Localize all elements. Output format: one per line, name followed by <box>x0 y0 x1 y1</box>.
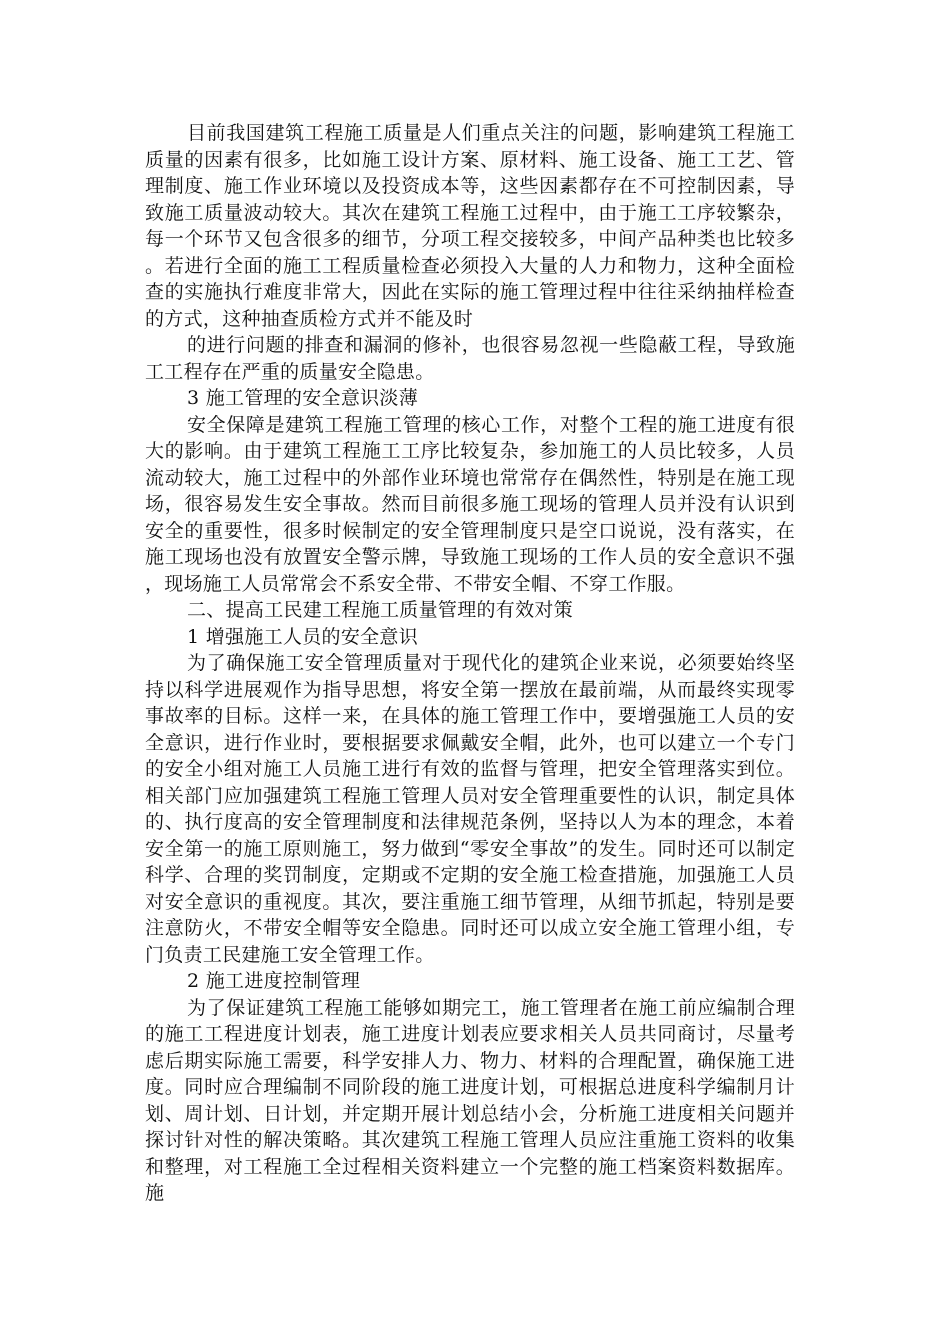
paragraph-quality-continued: 的进行问题的排查和漏洞的修补，也很容易忽视一些隐蔽工程，导致施工工程存在严重的质量安全隐患。 <box>145 334 795 383</box>
document-body <box>145 120 795 1207</box>
paragraph-safety-awareness: 安全保障是建筑工程施工管理的核心工作，对整个工程的施工进度有很大的影响。由于建筑工程施工工序比较复杂，参加施工的人员比较多，人员流动较大，施工过程中的外部作业环境也常常存在偶然性，特别是在施工现场，很容易发生安全事故。然而目前很多施工现场的管理人员并没有认识到安全的重要性，很多时候制定的安全管理制度只是空口说说，没有落实，在施工现场也没有放置安全警示牌，导致施工现场的工作人员的安全意识不强，现场施工人员常常会不系安全带、不带安全帽、不穿工作服。 <box>145 413 795 595</box>
section-heading-strengthen-safety: 1 增强施工人员的安全意识 <box>187 625 419 648</box>
section-heading-countermeasures: 二、提高工民建工程施工质量管理的有效对策 <box>187 599 574 621</box>
section-heading-safety-awareness: 3 施工管理的安全意识淡薄 <box>187 387 419 409</box>
paragraph-quality-factors: 目前我国建筑工程施工质量是人们重点关注的问题，影响建筑工程施工质量的因素有很多，比如施工设计方案、原材料、施工设备、施工工艺、管理制度、施工作业环境以及投资成本等，这些因素都存在不可控制因素，导致施工质量波动较大。其次在建筑工程施工过程中，由于施工工序较繁杂，每一个环节又包含很多的细节，分项工程交接较多，中间产品种类也比较多。若进行全面的施工工程质量检查必须投入大量的人力和物力，这种全面检查的实施执行难度非常大，因此在实际的施工管理过程中往往采纳抽样检查的方式，这种抽查质检方式并不能及时 <box>145 122 795 330</box>
paragraph-schedule-control: 为了保证建筑工程施工能够如期完工，施工管理者在施工前应编制合理的施工工程进度计划表，施工进度计划表应要求相关人员共同商讨，尽量考虑后期实际施工需要，科学安排人力、物力、材料的合理配置，确保施工进度。同时应合理编制不同阶段的施工进度计划，可根据总进度科学编制月计划、周计划、日计划，并定期开展计划总结小会，分析施工进度相关问题并探讨针对性的解决策略。其次建筑工程施工管理人员应注重施工资料的收集和整理，对工程施工全过程相关资料建立一个完整的施工档案资料数据库。施 <box>145 996 795 1204</box>
paragraph-strengthen-safety: 为了确保施工安全管理质量对于现代化的建筑企业来说，必须要始终坚持以科学进展观作为指导思想，将安全第一摆放在最前端，从而最终实现零事故率的目标。这样一来，在具体的施工管理工作中，要增强施工人员的安全意识，进行作业时，要根据要求佩戴安全帽，此外，也可以建立一个专门的安全小组对施工人员施工进行有效的监督与管理，把安全管理落实到位。相关部门应加强建筑工程施工管理人员对安全管理重要性的认识，制定具体的、执行度高的安全管理制度和法律规范条例，坚持以人为本的理念，本着安全第一的施工原则施工，努力做到“零安全事故”的发生。同时还可以制定科学、合理的奖罚制度，定期或不定期的安全施工检查措施，加强施工人员对安全意识的重视度。其次，要注重施工细节管理，从细节抓起，特别是要注意防火，不带安全帽等安全隐患。同时还可以成立安全施工管理小组，专门负责工民建施工安全管理工作。 <box>145 652 795 966</box>
section-heading-schedule-control: 2 施工进度控制管理 <box>187 970 361 992</box>
